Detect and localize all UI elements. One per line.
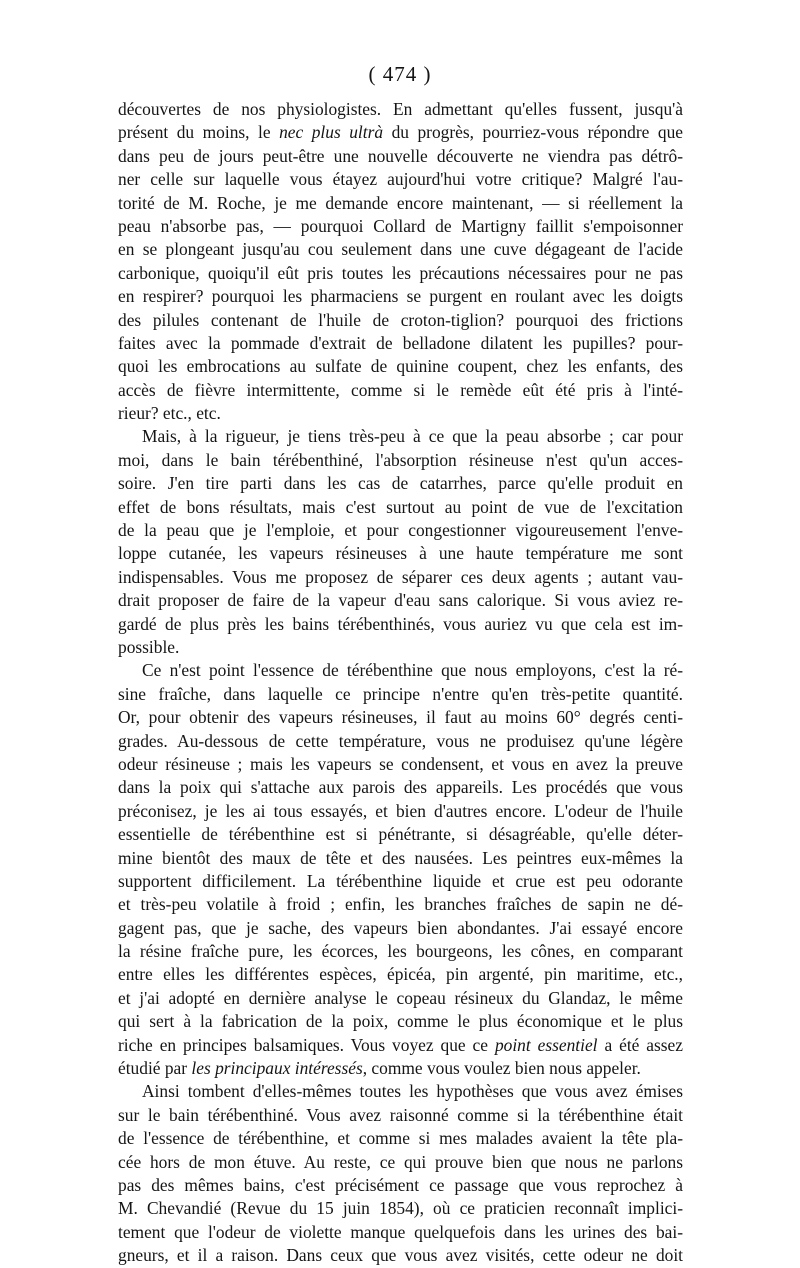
text-line: moi, dans le bain térébenthiné, l'absorption résineuse n'est qu'un acces- [118, 449, 683, 470]
text-line: pas des mêmes bains, c'est précisément ce passage que vous reprochez à [118, 1174, 683, 1195]
text-line: drait proposer de faire de la vapeur d'eau sans calorique. Si vous aviez re- [118, 590, 683, 611]
text-line: en respirer? pourquoi les pharmaciens se purgent en roulant avec les doigts [118, 286, 683, 307]
text-line: gagent pas, que je sache, des vapeurs bien abondantes. J'ai essayé encore [118, 917, 683, 938]
text-line: possible. [118, 636, 180, 657]
text-line: carbonique, quoiqu'il eût pris toutes les précautions nécessaires pour ne pas [118, 262, 683, 283]
text-line: préconisez, je les ai tous essayés, et bien d'autres encore. L'odeur de l'huile [118, 800, 683, 821]
text-line: sur le bain térébenthiné. Vous avez raisonné comme si la térébenthine était [118, 1104, 683, 1125]
text-line: gardé de plus près les bains térébenthinés, vous auriez vu que cela est im- [118, 613, 683, 634]
text-line: grades. Au-dessous de cette température, vous ne produisez qu'une légère [118, 730, 683, 751]
text-line: rieur? etc., etc. [118, 403, 221, 424]
text-line: faites avec la pommade d'extrait de belladone dilatent les pupilles? pour- [118, 332, 683, 353]
text-line: essentielle de térébenthine est si pénétrante, si désagréable, qu'elle déter- [118, 824, 683, 845]
text-line: entre elles les différentes espèces, épicéa, pin argenté, pin maritime, etc., [118, 964, 683, 985]
text-line: riche en principes balsamiques. Vous voyez que ce point essentiel a été assez [118, 1034, 683, 1055]
text-line: de la peau que je l'emploie, et pour congestionner vigoureusement l'enve- [118, 520, 683, 541]
text-line: et très-peu volatile à froid ; enfin, les branches fraîches de sapin ne dé- [118, 894, 683, 915]
text-line: Ainsi tombent d'elles-mêmes toutes les hypothèses que vous avez émises [142, 1081, 683, 1102]
text-line: Ce n'est point l'essence de térébenthine que nous employons, c'est la ré- [142, 660, 683, 681]
text-line: tement que l'odeur de violette manque quelquefois dans les urines des bai- [118, 1221, 683, 1242]
text-line: ner celle sur laquelle vous étayez aujourd'hui votre critique? Malgré l'au- [118, 169, 683, 190]
text-line: loppe cutanée, les vapeurs résineuses à une haute température me sont [118, 543, 683, 564]
text-line: découvertes de nos physiologistes. En admettant qu'elles fussent, jusqu'à [118, 99, 683, 119]
text-line: de l'essence de térébenthine, et comme si mes malades avaient la tête pla- [118, 1128, 683, 1149]
text-line: soire. J'en tire parti dans les cas de catarrhes, parce qu'elle produit en [118, 473, 683, 494]
text-line: peau n'absorbe pas, — pourquoi Collard de Martigny faillit s'empoisonner [118, 215, 683, 236]
text-line: dans la poix qui s'attache aux parois des appareils. Les procédés que vous [118, 777, 683, 798]
text-line: gneurs, et il a raison. Dans ceux que vous avez visités, cette odeur ne doit [118, 1245, 683, 1266]
text-line: sine fraîche, dans laquelle ce principe n'entre qu'en très-petite quantité. [118, 683, 683, 704]
text-line: supportent difficilement. La térébenthine liquide et crue est peu odorante [118, 870, 683, 891]
text-line: quoi les embrocations au sulfate de quinine coupent, chez les enfants, des [118, 356, 683, 377]
text-line: la résine fraîche pure, les écorces, les bourgeons, les cônes, en comparant [118, 941, 683, 962]
text-line: mine bientôt des maux de tête et des nausées. Les peintres eux-mêmes la [118, 847, 683, 868]
text-line: qui sert à la fabrication de la poix, comme le plus économique et le plus [118, 1011, 683, 1032]
text-line: effet de bons résultats, mais c'est surtout au point de vue de l'excitation [118, 496, 683, 517]
text-line: accès de fièvre intermittente, comme si le remède eût été pris à l'inté- [118, 379, 683, 400]
text-line: torité de M. Roche, je me demande encore maintenant, — si réellement la [118, 192, 683, 213]
text-line: dans peu de jours peut-être une nouvelle découverte ne viendra pas détrô- [118, 145, 683, 166]
text-line: des pilules contenant de l'huile de croton-tiglion? pourquoi des frictions [118, 309, 683, 330]
text-line: M. Chevandié (Revue du 15 juin 1854), où ce praticien reconnaît implici- [118, 1198, 683, 1219]
text-line: odeur résineuse ; mais les vapeurs se condensent, et vous en avez la preuve [118, 753, 683, 774]
text-line: en se plongeant jusqu'au cou seulement dans une cuve dégageant de l'acide [118, 239, 683, 260]
page-number: ( 474 ) [368, 62, 432, 86]
body-text [118, 98, 683, 1268]
text-line: indispensables. Vous me proposez de séparer ces deux agents ; autant vau- [118, 566, 683, 587]
text-line: présent du moins, le nec plus ultrà du progrès, pourriez-vous répondre que [118, 122, 684, 143]
text-line: cée hors de mon étuve. Au reste, ce qui prouve bien que nous ne parlons [118, 1151, 683, 1172]
text-line: Mais, à la rigueur, je tiens très-peu à ce que la peau absorbe ; car pour [142, 426, 683, 447]
text-line: et j'ai adopté en dernière analyse le copeau résineux du Glandaz, le même [118, 987, 683, 1008]
text-line: Or, pour obtenir des vapeurs résineuses, il faut au moins 60° degrés centi- [118, 707, 683, 728]
text-line: étudié par les principaux intéressés, comme vous voulez bien nous appeler. [118, 1058, 641, 1079]
